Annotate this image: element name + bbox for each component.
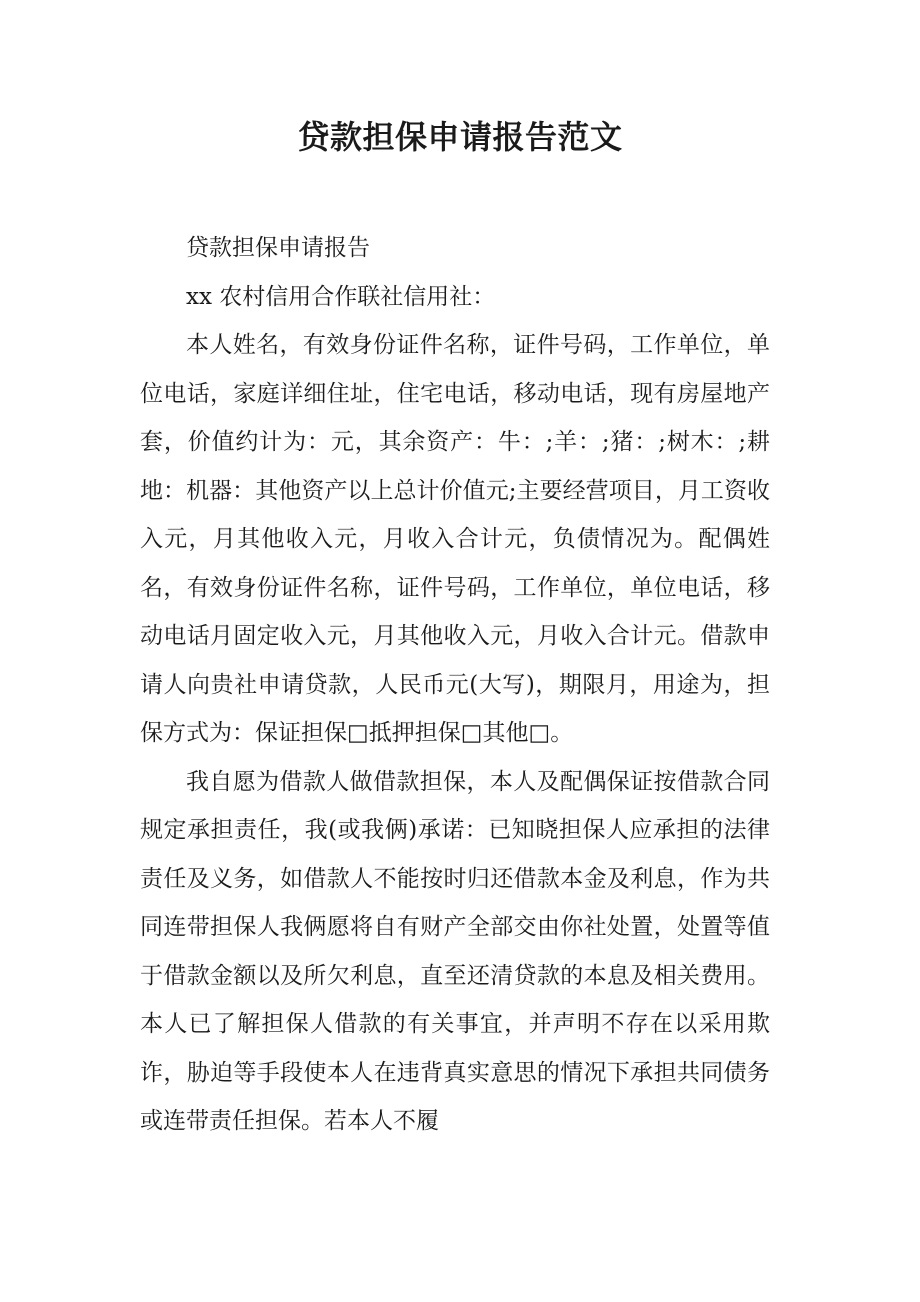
paragraph-guarantee-statement: 我自愿为借款人做借款担保，本人及配偶保证按借款合同规定承担责任，我(或我俩)承诺：已知晓担保人应承担的法律责任及义务，如借款人不能按时归还借款本金及利息，作为共同连带担保人我俩愿将自有财产全部交由你社处置，处置等值于借款金额以及所欠利息，直至还清贷款的本息及相关费用。本人已了解担保人借款的有关事宜，并声明不存在以采用欺诈，胁迫等手段使本人在违背真实意思的情况下承担共同债务或连带责任担保。若本人不履 <box>140 768 770 1134</box>
document-title: 贷款担保申请报告范文 <box>297 118 623 156</box>
report-heading: 贷款担保申请报告 <box>186 235 370 261</box>
paragraph-applicant-info: 本人姓名，有效身份证件名称，证件号码，工作单位，单位电话，家庭详细住址，住宅电话，移动电话，现有房屋地产套，价值约计为：元，其余资产：牛：;羊：;猪：;树木：;耕地：机器：其他资产以上总计价值元;主要经营项目，月工资收入元，月其他收入元，月收入合计元，负债情况为。配偶姓名，有效身份证件名称，证件号码，工作单位，单位电话，移动电话月固定收入元，月其他收入元，月收入合计元。借款申请人向贵社申请贷款，人民币元(大写)，期限月，用途为，担保方式为：保证担保□抵押担保□其他□。 <box>140 332 770 746</box>
salutation: xx 农村信用合作联社信用社： <box>186 283 496 310</box>
document-body <box>140 224 770 1146</box>
